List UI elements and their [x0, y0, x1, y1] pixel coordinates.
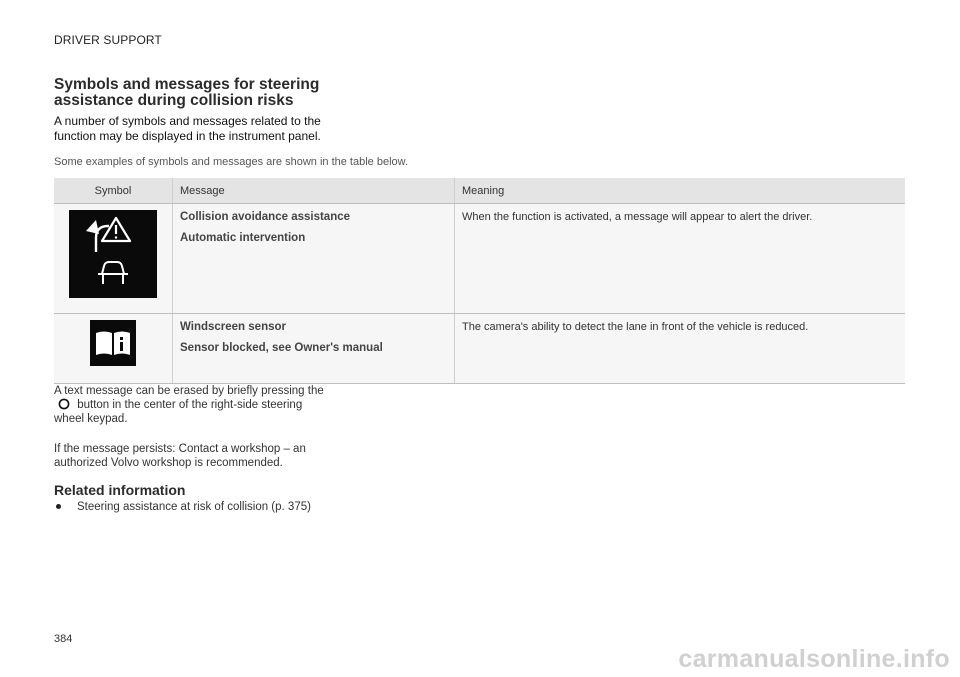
meaning-cell: The camera's ability to detect the lane in front of the vehicle is reduced. — [455, 314, 906, 384]
workshop-paragraph: If the message persists: Contact a workshop – an authorized Volvo workshop is recommended. — [54, 443, 306, 469]
message-subtitle: Automatic intervention — [180, 232, 306, 244]
symbol-cell — [54, 204, 173, 314]
message-title: Collision avoidance assistance — [180, 211, 351, 223]
list-item[interactable] — [54, 500, 314, 514]
table-row — [54, 204, 905, 314]
header-symbol: Symbol — [54, 178, 173, 204]
page-title: Symbols and messages for steering assistance during collision risks — [54, 76, 320, 109]
symbols-table — [54, 178, 905, 384]
related-info-list — [54, 500, 314, 514]
message-subtitle: Sensor blocked, see Owner's manual — [180, 342, 383, 354]
section-header: DRIVER SUPPORT — [54, 33, 162, 47]
meaning-cell: When the function is activated, a message will appear to alert the driver. — [455, 204, 906, 314]
paragraph-text-start: A text message can be erased by briefly pressing the — [54, 385, 324, 397]
header-meaning: Meaning — [455, 178, 906, 204]
bullet-icon — [56, 504, 61, 509]
paragraph-text-end: button in the center of the right-side steering wheel keypad. — [54, 399, 303, 425]
table-header-row — [54, 178, 905, 204]
watermark: carmanualsonline.info — [678, 645, 950, 673]
message-title: Windscreen sensor — [180, 321, 286, 333]
related-info-title: Related information — [54, 482, 186, 498]
intro-text: A number of symbols and messages related to the function may be displayed in the instrument panel. — [54, 114, 321, 143]
erase-message-paragraph — [54, 384, 324, 426]
message-cell — [173, 314, 455, 384]
table-row — [54, 314, 905, 384]
page-number: 384 — [54, 633, 73, 645]
collision-avoidance-icon — [69, 210, 157, 298]
message-cell — [173, 204, 455, 314]
table-caption: Some examples of symbols and messages are shown in the table below. — [54, 156, 409, 168]
owners-manual-icon — [90, 320, 136, 366]
related-link[interactable]: Steering assistance at risk of collision (p. 375) — [77, 501, 311, 513]
symbol-cell — [54, 314, 173, 384]
ok-button-icon — [58, 398, 70, 410]
header-message: Message — [173, 178, 455, 204]
